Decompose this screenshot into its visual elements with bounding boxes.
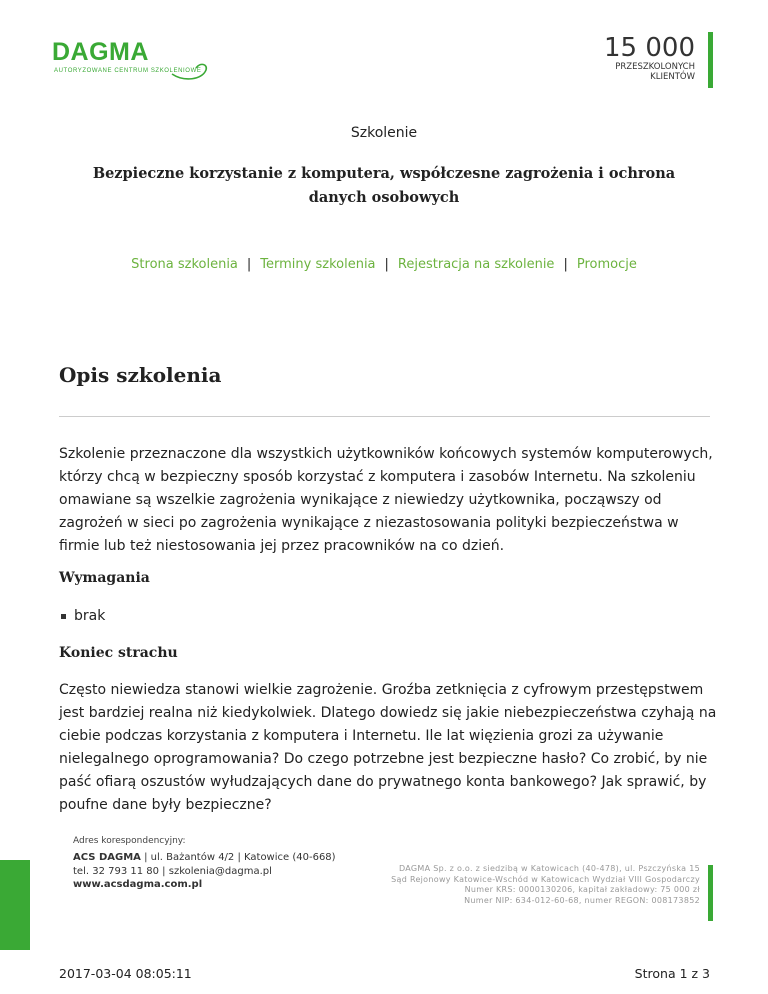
- description-heading: Opis szkolenia: [59, 363, 222, 387]
- requirements-heading: Wymagania: [59, 570, 150, 586]
- fear-heading: Koniec strachu: [59, 645, 178, 661]
- page-kicker: Szkolenie: [350, 125, 418, 141]
- footer-accent-bar: [708, 865, 713, 921]
- nav-link-promotions[interactable]: Promocje: [576, 257, 637, 272]
- footer-accent-block: [0, 860, 30, 950]
- legal-line: Numer KRS: 0000130206, kapitał zakładowy: 75 000 zł: [464, 885, 700, 894]
- page-number: Strona 1 z 3: [634, 966, 710, 981]
- fear-paragraph: Często niewiedza stanowi wielkie zagrożenie. Groźba zetknięcia z cyfrowym przestępstwem jest bardziej realna niż kiedykolwiek. Dlatego dowiedz się jakie niebezpieczeństwa czyhają na ciebie podczas korzystania z komputera i Internetu. Ile lat więzienia grozi za używanie nielegalnego oprogramowania? Do czego potrzebne jest bezpieczne hasło? Co zrobić, by nie paść ofiarą oszustów wyłudzających dane do prywatnego konta bankowego? Jak sprawić, by poufne dane były bezpieczne?: [59, 682, 717, 813]
- legal-line: DAGMA Sp. z o.o. z siedzibą w Katowicach (40-478), ul. Pszczyńska 15: [398, 864, 700, 873]
- stat-number: 15 000: [604, 33, 695, 63]
- bullet-icon: [61, 614, 66, 619]
- requirement-text: brak: [74, 608, 106, 624]
- nav-link-registration[interactable]: Rejestracja na szkolenie: [397, 257, 555, 272]
- company-name: ACS DAGMA: [73, 852, 141, 863]
- trained-clients-stat: [604, 34, 695, 82]
- dagma-logo[interactable]: [52, 38, 212, 82]
- section-divider: [59, 416, 710, 417]
- company-address: | ul. Bażantów 4/2 | Katowice (40-668): [140, 852, 336, 863]
- company-contact[interactable]: tel. 32 793 11 80 | szkolenia@dagma.pl: [73, 865, 272, 877]
- nav-separator: |: [246, 257, 252, 272]
- page-header: [0, 0, 768, 110]
- course-nav: [0, 257, 768, 272]
- legal-line: Numer NIP: 634-012-60-68, numer REGON: 008173852: [464, 895, 700, 905]
- description-intro: Szkolenie przeznaczone dla wszystkich użytkowników końcowych systemów komputerowych, którzy chcą w bezpieczny sposób korzystać z komputera i zasobów Internetu. Na szkoleniu omawiane są wszelkie zagrożenia wynikające z niewiedzy użytkownika, począwszy od zagrożeń w sieci po zagrożenia wynikające z niezastosowania polityki bezpieczeństwa w firmie lub też niestosowania jej przez pracowników na co dzień.: [59, 446, 713, 554]
- legal-line: Sąd Rejonowy Katowice-Wschód w Katowicach Wydział VIII Gospodarczy: [391, 874, 700, 884]
- course-title: Bezpieczne korzystanie z komputera, współczesne zagrożenia i ochrona danych osobowych: [92, 165, 676, 206]
- logo-wordmark: DAGMA: [52, 38, 149, 66]
- print-timestamp: 2017-03-04 08:05:11: [59, 966, 192, 981]
- header-accent-bar: [708, 32, 713, 88]
- nav-link-dates[interactable]: Terminy szkolenia: [260, 257, 376, 272]
- correspondence-label: Adres korespondencyjny:: [73, 836, 186, 846]
- company-website[interactable]: www.acsdagma.com.pl: [73, 879, 203, 890]
- logo-tagline: AUTORYZOWANE CENTRUM SZKOLENIOWE: [54, 68, 202, 74]
- correspondence-address: [73, 851, 336, 892]
- legal-info: [391, 864, 700, 906]
- nav-separator: |: [563, 257, 568, 272]
- nav-link-course-page[interactable]: Strona szkolenia: [131, 257, 238, 272]
- requirements-list: [59, 606, 105, 626]
- nav-separator: |: [384, 257, 389, 272]
- list-item: [59, 606, 105, 626]
- stat-label-line2: KLIENTÓW: [650, 72, 695, 82]
- stat-label-line1: PRZESZKOLONYCH: [615, 62, 695, 72]
